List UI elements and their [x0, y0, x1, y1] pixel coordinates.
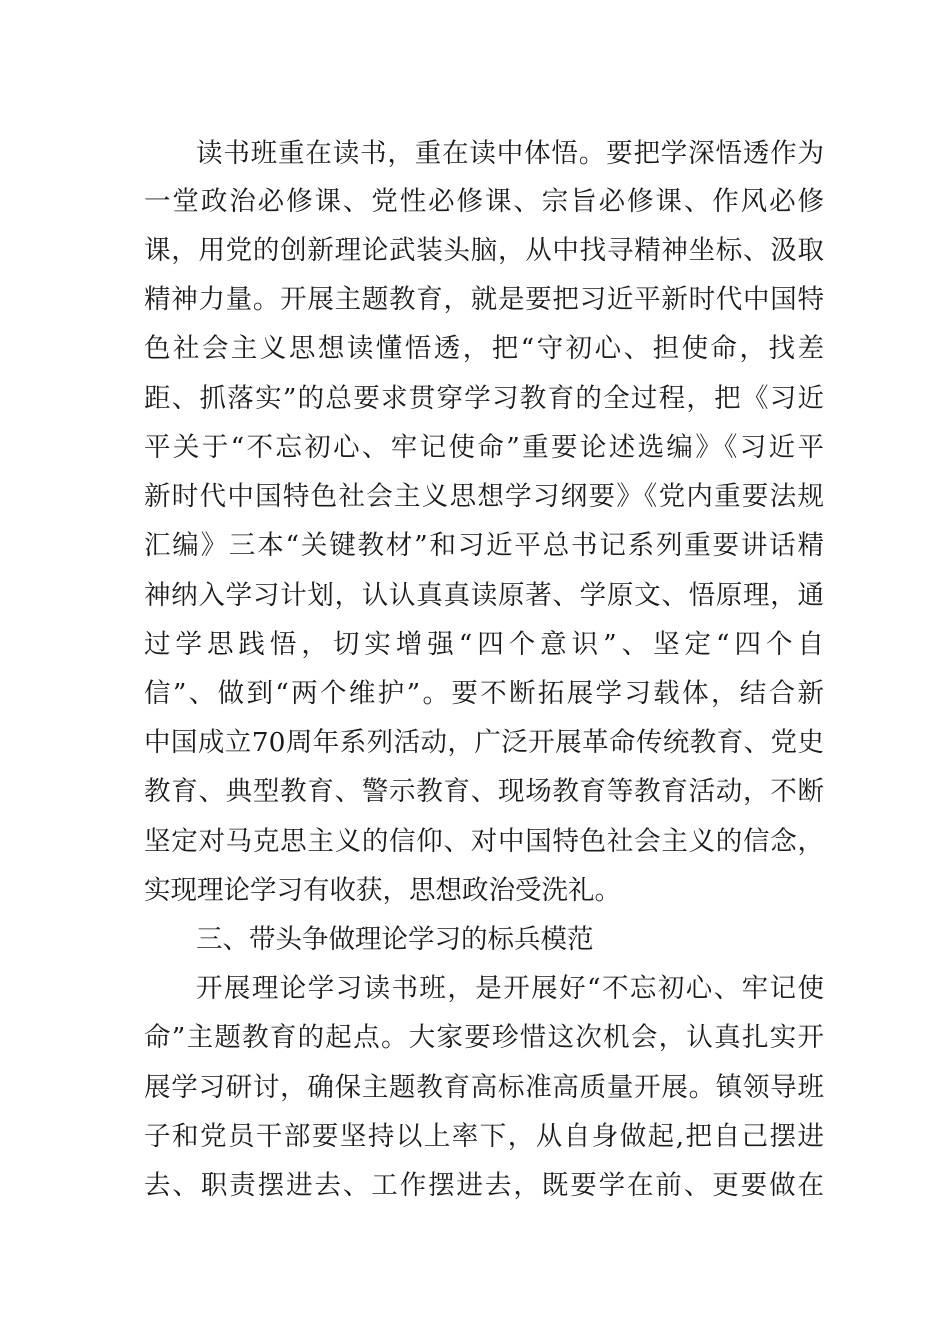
- paragraph-line: 教育、典型教育、警示教育、现场教育等教育活动，不断: [144, 776, 824, 807]
- paragraph-line: 新时代中国特色社会主义思想学习纲要》《党内重要法规: [144, 481, 824, 512]
- paragraph-line: 中国成立70周年系列活动，广泛开展革命传统教育、党史: [144, 727, 824, 758]
- paragraph-line: 一堂政治必修课、党性必修课、宗旨必修课、作风必修: [144, 186, 824, 217]
- paragraph-line: 开展理论学习读书班，是开展好“不忘初心、牢记使: [196, 973, 824, 1004]
- paragraph-line: 精神力量。开展主题教育，就是要把习近平新时代中国特: [144, 284, 824, 315]
- paragraph-line: 汇编》三本“关键教材”和习近平总书记系列重要讲话精: [144, 530, 824, 561]
- paragraph-last-line: 实现理论学习有收获，思想政治受洗礼。: [144, 875, 621, 906]
- paragraph-line: 平关于“不忘初心、牢记使命”重要论述选编》《习近平: [144, 432, 824, 463]
- paragraph-line: 读书班重在读书，重在读中体悟。要把学深悟透作为: [196, 138, 824, 169]
- paragraph-line: 信”、做到“两个维护”。要不断拓展学习载体，结合新: [144, 678, 824, 709]
- paragraph-line: 坚定对马克思主义的信仰、对中国特色社会主义的信念，: [144, 826, 824, 857]
- paragraph-line: 子和党员干部要坚持以上率下，从自身做起,把自己摆进: [144, 1121, 824, 1152]
- paragraph-line: 去、职责摆进去、工作摆进去，既要学在前、更要做在: [144, 1170, 824, 1201]
- paragraph-line: 神纳入学习计划，认认真真读原著、学原文、悟原理，通: [144, 580, 824, 611]
- paragraph-line: 色社会主义思想读懂悟透，把“守初心、担使命，找差: [144, 333, 824, 364]
- paragraph-line: 展学习研讨，确保主题教育高标准高质量开展。镇领导班: [144, 1072, 824, 1103]
- paragraph-line: 命”主题教育的起点。大家要珍惜这次机会，认真扎实开: [144, 1022, 824, 1053]
- paragraph-line: 距、抓落实”的总要求贯穿学习教育的全过程，把《习近: [144, 383, 824, 414]
- section-heading: 三、带头争做理论学习的标兵模范: [196, 924, 594, 955]
- paragraph-line: 过学思践悟，切实增强“四个意识”、坚定“四个自: [144, 629, 824, 660]
- paragraph-line: 课，用党的创新理论武装头脑，从中找寻精神坐标、汲取: [144, 235, 824, 266]
